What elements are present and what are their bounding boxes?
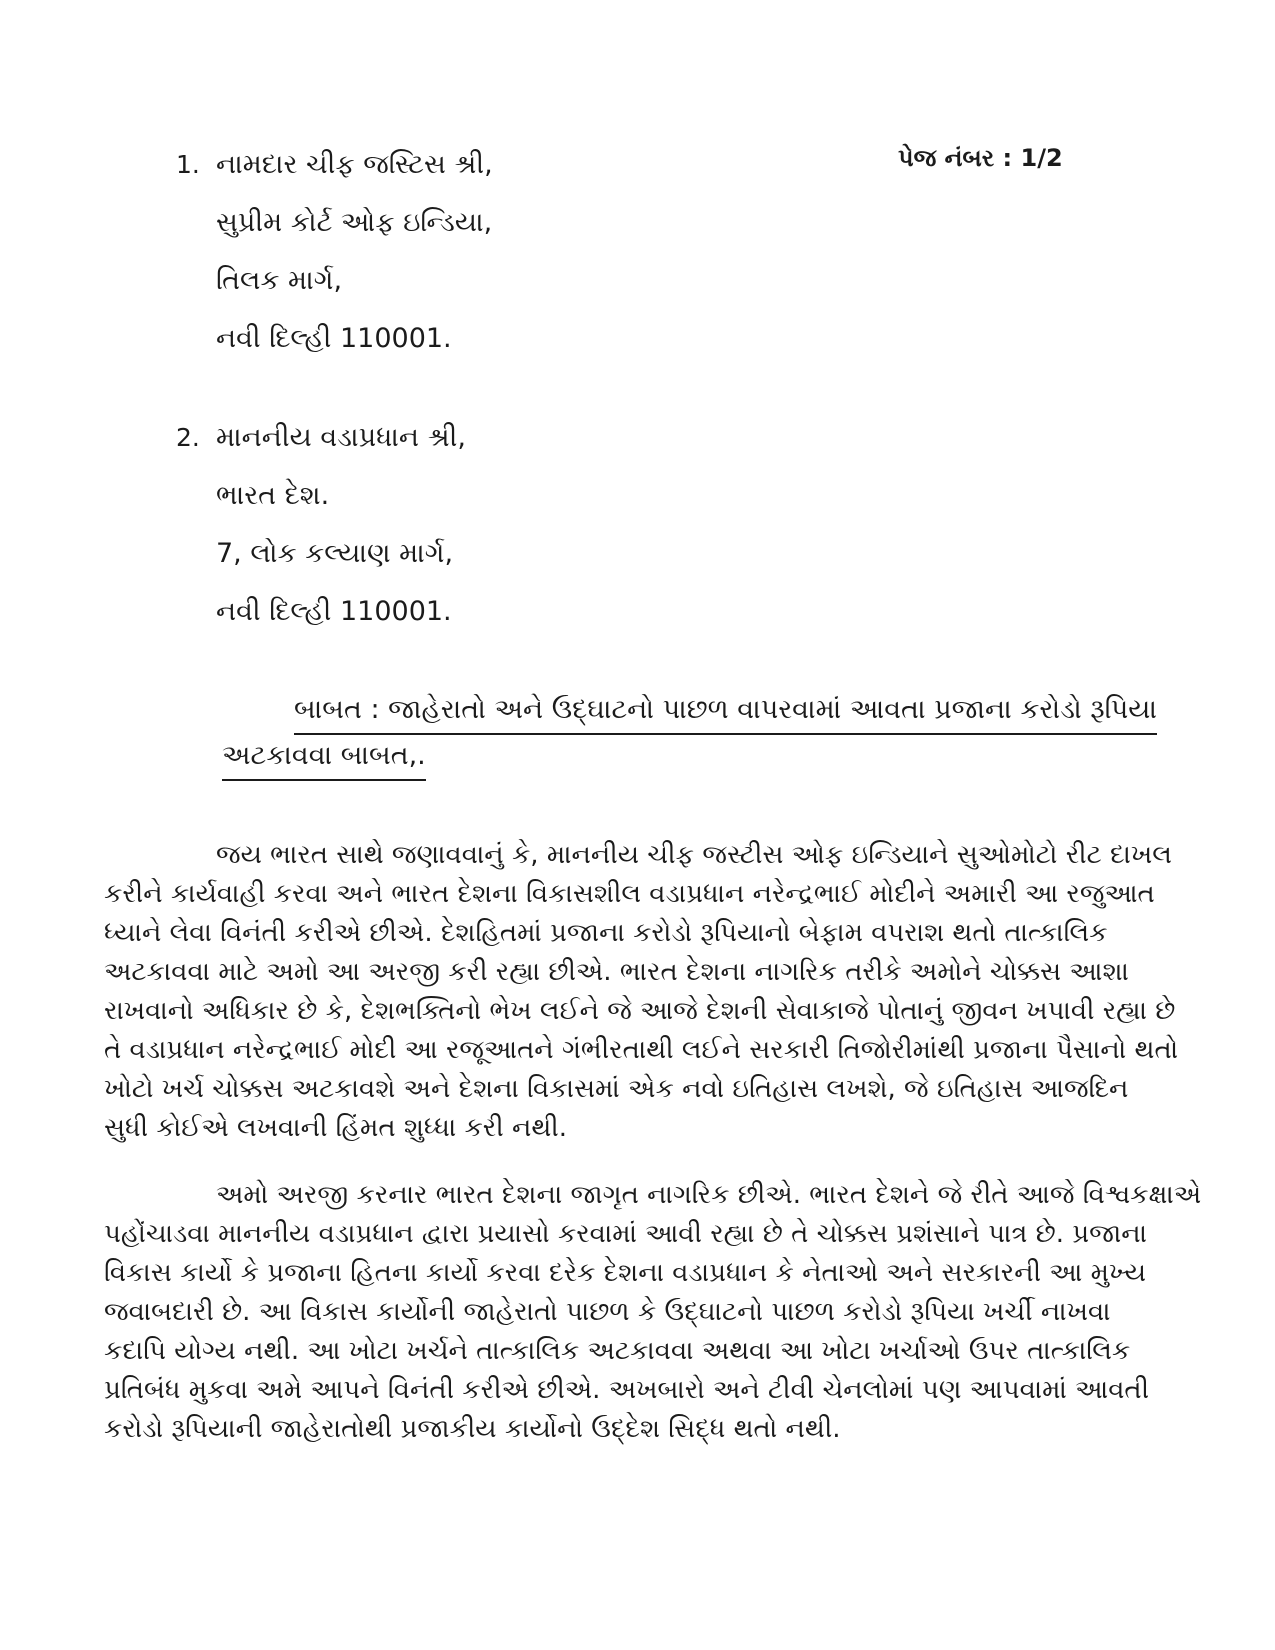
recipient-1-number: 1. [176, 150, 200, 179]
subject-line-1: બાબત : જાહેરાતો અને ઉદ્ઘાટનો પાછળ વાપરવામાં આવતા પ્રજાના કરોડો રૂપિયા [294, 693, 1157, 735]
recipient-block-2 [176, 409, 466, 641]
subject-block [222, 693, 1182, 781]
body-paragraph-1 [104, 836, 1179, 1148]
paragraph-2-line-7: કરોડો રૂપિયાની જાહેરાતોથી પ્રજાકીય કાર્યોનો ઉદ્દેશ સિદ્ધ થતો નથી. [104, 1414, 841, 1444]
paragraph-1-line-4: અટકાવવા માટે અમો આ અરજી કરી રહ્યા છીએ. ભારત દેશના નાગરિક તરીકે અમોને ચોક્કસ આશા [104, 957, 1129, 987]
paragraph-1-line-8: સુધી કોઈએ લખવાની હિંમત શુધ્ધા કરી નથી. [104, 1113, 567, 1143]
recipient-1-address [216, 136, 493, 368]
paragraph-2-line-3: વિકાસ કાર્યો કે પ્રજાના હિતના કાર્યો કરવા દરેક દેશના વડાપ્રધાન કે નેતાઓ અને સરકારની આ મુખ્ય [104, 1258, 1147, 1288]
paragraph-1-line-3: ધ્યાને લેવા વિનંતી કરીએ છીએ. દેશહિતમાં પ્રજાના કરોડો રૂપિયાનો બેફામ વપરાશ થતો તાત્કાલિક [104, 918, 1108, 948]
paragraph-2-line-5: કદાપિ યોગ્ય નથી. આ ખોટા ખર્ચને તાત્કાલિક અટકાવવા અથવા આ ખોટા ખર્ચાઓ ઉપર તાત્કાલિક [104, 1336, 1131, 1366]
recipient-1-line-3: તિલક માર્ગ, [216, 265, 343, 296]
recipient-2-number: 2. [176, 423, 200, 452]
recipient-block-1 [176, 136, 493, 368]
body-paragraph-2 [104, 1176, 1202, 1449]
subject-line-2: અટકાવવા બાબત,. [222, 739, 426, 781]
paragraph-1-line-5: રાખવાનો અધિકાર છે કે, દેશભક્તિનો ભેખ લઈને જે આજે દેશની સેવાકાજે પોતાનું જીવન ખપાવી રહ્યા છે [104, 996, 1176, 1026]
paragraph-1-line-7: ખોટો ખર્ચ ચોક્કસ અટકાવશે અને દેશના વિકાસમાં એક નવો ઇતિહાસ લખશે, જે ઇતિહાસ આજદિન [104, 1074, 1129, 1104]
paragraph-2-line-4: જવાબદારી છે. આ વિકાસ કાર્યોની જાહેરાતો પાછળ કે ઉદ્ઘાટનો પાછળ કરોડો રૂપિયા ખર્ચી નાખવા [104, 1297, 1111, 1327]
paragraph-2-line-2: પહોંચાડવા માનનીય વડાપ્રધાન દ્વારા પ્રયાસો કરવામાં આવી રહ્યા છે તે ચોક્કસ પ્રશંસાને પાત્ર છે. પ્રજાના [104, 1219, 1147, 1249]
paragraph-2-line-1: અમો અરજી કરનાર ભારત દેશના જાગૃત નાગરિક છીએ. ભારત દેશને જે રીતે આજે વિશ્વકક્ષાએ [216, 1180, 1202, 1210]
paragraph-1-line-6: તે વડાપ્રધાન નરેન્દ્રભાઈ મોદી આ રજૂઆતને ગંભીરતાથી લઈને સરકારી તિજોરીમાંથી પ્રજાના પૈસાનો થતો [104, 1035, 1179, 1065]
recipient-1-line-1: નામદાર ચીફ જસ્ટિસ શ્રી, [216, 149, 493, 180]
page-number-label: પેજ નંબર : 1/2 [898, 144, 1063, 172]
recipient-1-line-4: નવી દિલ્હી 110001. [216, 323, 452, 354]
recipient-2-address [216, 409, 466, 641]
recipient-2-line-2: ભારત દેશ. [216, 480, 330, 511]
recipient-2-line-4: નવી દિલ્હી 110001. [216, 596, 452, 627]
paragraph-1-line-2: કરીને કાર્યવાહી કરવા અને ભારત દેશના વિકાસશીલ વડાપ્રધાન નરેન્દ્રભાઈ મોદીને અમારી આ રજુઆત [104, 879, 1155, 909]
paragraph-1-line-1: જય ભારત સાથે જણાવવાનું કે, માનનીય ચીફ જસ્ટીસ ઓફ ઇન્ડિયાને સુઓમોટો રીટ દાખલ [216, 840, 1172, 870]
recipient-2-line-1: માનનીય વડાપ્રધાન શ્રી, [216, 422, 466, 453]
recipient-2-line-3: 7, લોક કલ્યાણ માર્ગ, [216, 538, 454, 569]
paragraph-2-line-6: પ્રતિબંધ મુકવા અમે આપને વિનંતી કરીએ છીએ. અખબારો અને ટીવી ચેનલોમાં પણ આપવામાં આવતી [104, 1375, 1150, 1405]
recipient-1-line-2: સુપ્રીમ કોર્ટ ઓફ ઇન્ડિયા, [216, 207, 493, 238]
